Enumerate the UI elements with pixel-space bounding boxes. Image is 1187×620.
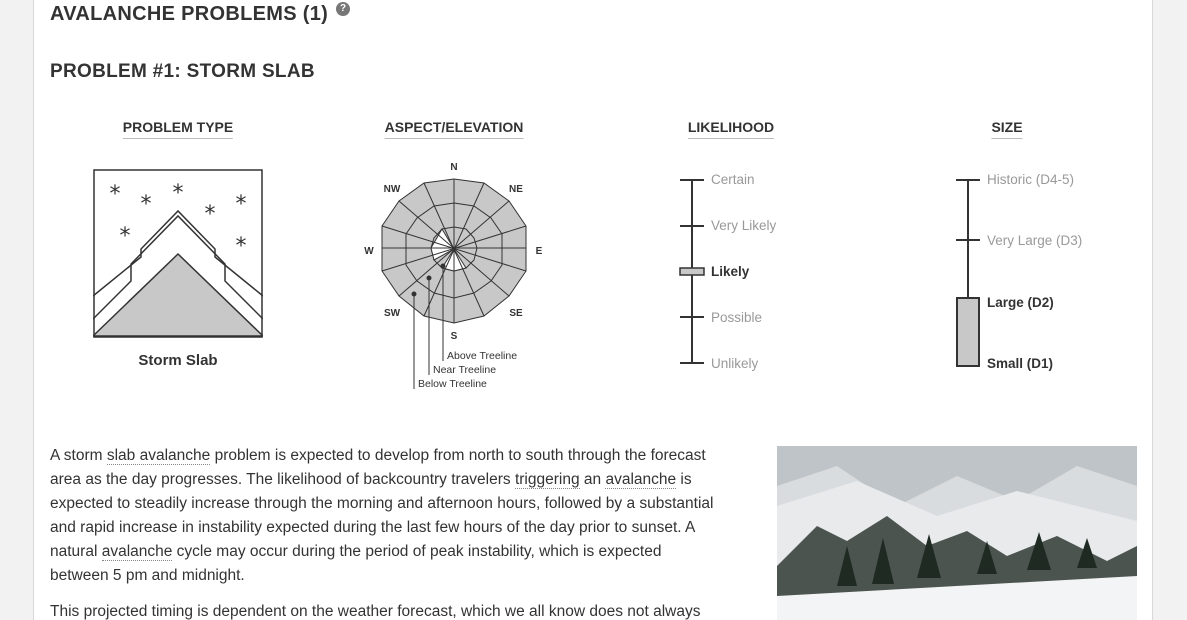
near-treeline-label: Near Treeline xyxy=(433,364,497,376)
discussion-paragraph-2: This projected timing is dependent on the weather forecast, which we all know does not always xyxy=(50,603,701,620)
compass-se-label: SE xyxy=(509,308,523,319)
aspect-elevation-rose xyxy=(354,156,554,396)
size-scale xyxy=(953,168,983,373)
problem-type-caption: Storm Slab xyxy=(138,352,218,369)
glossary-term-avalanche-2[interactable]: avalanche xyxy=(101,543,173,560)
svg-text:*: * xyxy=(119,224,131,249)
snowy-mountain-photo[interactable] xyxy=(777,446,1137,620)
svg-text:*: * xyxy=(235,234,247,259)
avalanche-problems-card xyxy=(33,0,1153,620)
size-large: Large (D2) xyxy=(987,295,1054,310)
problem-title: PROBLEM #1: STORM SLAB xyxy=(50,61,315,82)
problem-discussion xyxy=(50,444,715,620)
svg-text:*: * xyxy=(109,182,121,207)
question-circle-icon[interactable]: ? xyxy=(336,2,350,16)
size-heading: SIZE xyxy=(991,119,1022,139)
discussion-paragraph-1: A storm slab avalanche problem is expected to develop from north to south through the forecast area as the day progresses. The likelihood of backcountry travelers triggering an avalanche is expected to steadily increase through the morning and afternoon hours, followed by a substantial and rapid increase in instability expected during the last few hours of the day prior to sunset. A natural avalanche cycle may occur during the period of peak instability, which is expected between 5 pm and midnight. xyxy=(50,447,714,584)
likelihood-unlikely: Unlikely xyxy=(711,356,759,371)
likelihood-very-likely: Very Likely xyxy=(711,218,777,233)
size-small: Small (D1) xyxy=(987,356,1054,371)
storm-slab-icon xyxy=(93,169,263,339)
svg-text:*: * xyxy=(140,192,152,217)
compass-e-label: E xyxy=(535,246,543,257)
aspect-elevation-heading: ASPECT/ELEVATION xyxy=(385,119,524,139)
likelihood-scale xyxy=(677,168,707,373)
likelihood-certain: Certain xyxy=(711,172,755,187)
compass-w-label: W xyxy=(364,246,374,257)
below-treeline-label: Below Treeline xyxy=(418,378,487,390)
svg-text:*: * xyxy=(172,181,184,206)
likelihood-likely: Likely xyxy=(711,264,750,279)
glossary-term-triggering[interactable]: triggering xyxy=(514,471,580,488)
problem-type-heading: PROBLEM TYPE xyxy=(123,119,233,139)
compass-nw-label: NW xyxy=(383,184,401,195)
glossary-term-slab-avalanche[interactable]: slab avalanche xyxy=(106,447,211,464)
size-historic: Historic (D4-5) xyxy=(987,172,1075,187)
compass-ne-label: NE xyxy=(509,184,523,195)
compass-n-label: N xyxy=(450,162,458,173)
compass-s-label: S xyxy=(450,331,458,342)
section-title: AVALANCHE PROBLEMS (1) xyxy=(50,3,329,25)
glossary-term-avalanche[interactable]: avalanche xyxy=(605,471,677,488)
compass-sw-label: SW xyxy=(383,308,401,319)
size-very-large: Very Large (D3) xyxy=(987,233,1083,248)
likelihood-heading: LIKELIHOOD xyxy=(688,119,774,139)
likelihood-possible: Possible xyxy=(711,310,763,325)
above-treeline-label: Above Treeline xyxy=(447,350,518,362)
svg-text:*: * xyxy=(235,192,247,217)
svg-text:*: * xyxy=(204,202,216,227)
